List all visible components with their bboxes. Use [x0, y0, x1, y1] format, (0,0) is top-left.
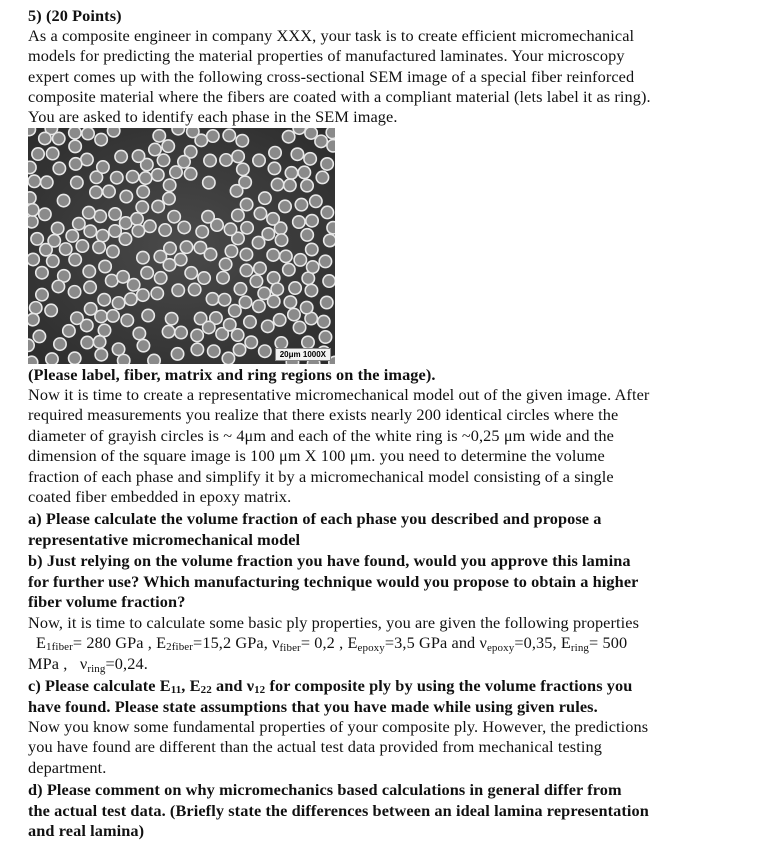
coated-fiber [259, 345, 271, 357]
coated-fiber [107, 245, 119, 257]
label-instruction: (Please label, fiber, matrix and ring regions on the image). [28, 365, 436, 384]
coated-fiber [254, 262, 266, 274]
body-line: dimension of the square image is 100 μm X 100 μm. you need to determine the volume [28, 446, 605, 465]
coated-fiber [232, 209, 244, 221]
coated-fiber [83, 265, 95, 277]
coated-fiber [39, 208, 51, 220]
coated-fiber [268, 162, 280, 174]
coated-fiber [98, 324, 110, 336]
coated-fiber [127, 279, 139, 291]
coated-fiber [94, 210, 106, 222]
coated-fiber [153, 130, 165, 142]
coated-fiber [318, 315, 330, 327]
question-points: (20 Points) [45, 6, 122, 25]
coated-fiber [305, 284, 317, 296]
coated-fiber [293, 321, 305, 333]
coated-fiber [99, 260, 111, 272]
coated-fiber [178, 221, 190, 233]
coated-fiber [191, 329, 203, 341]
coated-fiber [185, 267, 197, 279]
coated-fiber [93, 336, 105, 348]
coated-fiber [84, 281, 96, 293]
coated-fiber [237, 163, 249, 175]
coated-fiber [271, 178, 283, 190]
prop-e1: E1fiber= 280 GPa , [36, 633, 152, 653]
coated-fiber [168, 211, 180, 223]
coated-fiber [117, 354, 129, 364]
coated-fiber [162, 140, 174, 152]
followup-line: Now you know some fundamental properties of your composite ply. However, the predictions [28, 717, 649, 736]
coated-fiber [41, 176, 53, 188]
coated-fiber [224, 319, 236, 331]
coated-fiber [206, 293, 218, 305]
coated-fiber [48, 235, 60, 247]
sem-image [28, 128, 335, 364]
coated-fiber [267, 295, 279, 307]
coated-fiber [84, 303, 96, 315]
coated-fiber [244, 316, 256, 328]
coated-fiber [218, 293, 230, 305]
coated-fiber [170, 166, 182, 178]
coated-fiber [53, 162, 65, 174]
prop-e2: E2fiber=15,2 GPa, [156, 633, 268, 653]
coated-fiber [71, 176, 83, 188]
coated-fiber [125, 293, 137, 305]
coated-fiber [121, 314, 133, 326]
coated-fiber [284, 296, 296, 308]
coated-fiber [222, 352, 234, 364]
coated-fiber [239, 176, 251, 188]
coated-fiber [196, 225, 208, 237]
coated-fiber [198, 272, 210, 284]
coated-fiber [36, 288, 48, 300]
prop-e-epoxy: Eepoxy=3,5 GPa and [347, 633, 476, 654]
coated-fiber [28, 192, 36, 204]
coated-fiber [28, 215, 38, 227]
coated-fiber [69, 253, 81, 265]
coated-fiber [259, 192, 271, 204]
coated-fiber [326, 128, 335, 139]
coated-fiber [310, 195, 322, 207]
material-properties [36, 633, 627, 656]
coated-fiber [191, 343, 203, 355]
coated-fiber [28, 175, 40, 187]
coated-fiber [81, 336, 93, 348]
coated-fiber [28, 204, 39, 216]
coated-fiber [267, 213, 279, 225]
coated-fiber [316, 171, 328, 183]
coated-fiber [131, 213, 143, 225]
coated-fiber [321, 206, 333, 218]
coated-fiber [323, 275, 335, 287]
coated-fiber [171, 348, 183, 360]
coated-fiber [229, 305, 241, 317]
coated-fiber [33, 330, 45, 342]
coated-fiber [288, 308, 300, 320]
body-line: required measurements you realize that there exists nearly 200 identical circles where the [28, 405, 619, 424]
coated-fiber [219, 258, 231, 270]
question-b: b) Just relying on the volume fraction you have found, would you approve this lamina [28, 551, 631, 570]
coated-fiber [93, 241, 105, 253]
coated-fiber [220, 154, 232, 166]
question-header [28, 6, 122, 27]
coated-fiber [39, 132, 51, 144]
coated-fiber [204, 154, 216, 166]
coated-fiber [69, 158, 81, 170]
coated-fiber [137, 289, 149, 301]
coated-fiber [233, 344, 245, 356]
coated-fiber [112, 297, 124, 309]
coated-fiber [293, 128, 305, 134]
coated-fiber [282, 131, 294, 143]
intro-line: As a composite engineer in company XXX, your task is to create efficient micromechanical [28, 26, 635, 45]
question-b: for further use? Which manufacturing technique would you propose to obtain a higher [28, 572, 639, 591]
coated-fiber [298, 166, 310, 178]
coated-fiber [304, 153, 316, 165]
coated-fiber [120, 190, 132, 202]
coated-fiber [295, 198, 307, 210]
coated-fiber [73, 218, 85, 230]
coated-fiber [69, 140, 81, 152]
coated-fiber [204, 248, 216, 260]
coated-fiber [240, 248, 252, 260]
coated-fiber [132, 225, 144, 237]
coated-fiber [45, 304, 57, 316]
coated-fiber [90, 186, 102, 198]
question-d: and real lamina) [28, 821, 145, 840]
coated-fiber [109, 225, 121, 237]
coated-fiber [84, 225, 96, 237]
question-a: a) Please calculate the volume fraction of each phase you described and propose a [28, 509, 602, 528]
coated-fiber [141, 267, 153, 279]
coated-fiber [28, 253, 39, 265]
coated-fiber [262, 320, 274, 332]
prop-nu-epoxy: νepoxy=0,35, [479, 633, 557, 654]
prop-nu-ring: νring=0,24. [79, 654, 148, 675]
coated-fiber [306, 215, 318, 227]
coated-fiber [60, 243, 72, 255]
coated-fiber [119, 233, 131, 245]
coated-fiber [267, 272, 279, 284]
coated-fiber [115, 150, 127, 162]
intro-line: expert comes up with the following cross-sectional SEM image of a special fiber reinforced [28, 67, 635, 86]
coated-fiber [225, 245, 237, 257]
coated-fiber [307, 261, 319, 273]
coated-fiber [208, 345, 220, 357]
coated-fiber [109, 208, 121, 220]
coated-fiber [139, 172, 151, 184]
coated-fiber [294, 254, 306, 266]
coated-fiber [267, 249, 279, 261]
coated-fiber [289, 282, 301, 294]
scale-bar-label: 20μm 1000X [275, 348, 331, 361]
coated-fiber [245, 336, 257, 348]
intro-line: composite material where the fibers are coated with a compliant material (lets label it as ring). [28, 87, 651, 106]
coated-fiber [306, 243, 318, 255]
coated-fiber [284, 179, 296, 191]
coated-fiber [188, 283, 200, 295]
coated-fiber [31, 233, 43, 245]
coated-fiber [280, 250, 292, 262]
coated-fiber [132, 150, 144, 162]
coated-fiber [159, 224, 171, 236]
question-c: have found. Please state assumptions that you have made while using given rules. [28, 697, 598, 716]
coated-fiber [187, 128, 199, 138]
coated-fiber [285, 167, 297, 179]
coated-fiber [97, 161, 109, 173]
coated-fiber [54, 338, 66, 350]
coated-fiber [324, 234, 335, 246]
prop-nu-fiber: νfiber= 0,2 , [272, 633, 344, 654]
coated-fiber [82, 128, 94, 140]
coated-fiber [28, 161, 36, 173]
coated-fiber [28, 339, 34, 351]
properties-intro: Now, it is time to calculate some basic ply properties, you are given the following properties [28, 613, 640, 632]
coated-fiber [66, 230, 78, 242]
coated-fiber [203, 176, 215, 188]
coated-fiber [207, 130, 219, 142]
coated-fiber [293, 216, 305, 228]
coated-fiber [163, 179, 175, 191]
prop-e-ring: Ering= 500 [560, 633, 628, 654]
coated-fiber [63, 325, 75, 337]
coated-fiber [112, 343, 124, 355]
coated-fiber [271, 283, 283, 295]
coated-fiber [144, 220, 156, 232]
body-line: diameter of grayish circles is ~ 4μm and each of the white ring is ~0,25 μm wide and the [28, 426, 614, 445]
coated-fiber [52, 280, 64, 292]
coated-fiber [273, 314, 285, 326]
coated-fiber [136, 201, 148, 213]
coated-fiber [302, 336, 314, 348]
coated-fiber [253, 154, 265, 166]
coated-fiber [46, 147, 58, 159]
coated-fiber [46, 353, 58, 364]
question-d: d) Please comment on why micromechanics based calculations in general differ from [28, 780, 622, 799]
coated-fiber [152, 169, 164, 181]
body-line: coated fiber embedded in epoxy matrix. [28, 487, 292, 506]
coated-fiber [95, 349, 107, 361]
coated-fiber [315, 135, 327, 147]
coated-fiber [319, 255, 331, 267]
body-line: Now it is time to create a representative micromechanical model out of the given image. After [28, 385, 650, 404]
coated-fiber [202, 211, 214, 223]
coated-fiber [275, 234, 287, 246]
followup-line: department. [28, 758, 107, 777]
coated-fiber [239, 296, 251, 308]
question-number: 5) [28, 6, 42, 25]
coated-fiber [224, 223, 236, 235]
coated-fiber [57, 194, 69, 206]
coated-fiber [32, 148, 44, 160]
coated-fiber [96, 230, 108, 242]
coated-fiber [154, 272, 166, 284]
coated-fiber [262, 228, 274, 240]
coated-fiber [319, 331, 331, 343]
coated-fiber [71, 312, 83, 324]
intro-line: models for predicting the material properties of manufactured laminates. Your microscopy [28, 46, 625, 65]
coated-fiber [203, 321, 215, 333]
coated-fiber [172, 128, 184, 135]
coated-fiber [28, 313, 39, 325]
coated-fiber [164, 242, 176, 254]
coated-fiber [47, 255, 59, 267]
coated-fiber [107, 310, 119, 322]
coated-fiber [172, 284, 184, 296]
coated-fiber [157, 154, 169, 166]
coated-fiber [142, 309, 154, 321]
coated-fiber [103, 185, 115, 197]
coated-fiber [321, 296, 333, 308]
coated-fiber [250, 275, 262, 287]
coated-fiber [95, 133, 107, 145]
coated-fiber [236, 135, 248, 147]
coated-fiber [151, 287, 163, 299]
coated-fiber [232, 150, 244, 162]
coated-fiber [240, 264, 252, 276]
coated-fiber [240, 198, 252, 210]
coated-fiber [28, 356, 38, 364]
coated-fiber [217, 272, 229, 284]
question-b: fiber volume fraction? [28, 592, 186, 611]
coated-fiber [178, 156, 190, 168]
coated-fiber [162, 325, 174, 337]
coated-fiber [117, 271, 129, 283]
coated-fiber [327, 222, 335, 234]
coated-fiber [137, 251, 149, 263]
sem-fiber-pattern [28, 128, 335, 364]
coated-fiber [152, 200, 164, 212]
question-d: the actual test data. (Briefly state the differences between an ideal lamina representation [28, 801, 649, 820]
coated-fiber [163, 259, 175, 271]
coated-fiber [137, 339, 149, 351]
coated-fiber [184, 168, 196, 180]
coated-fiber [30, 302, 42, 314]
question-a: representative micromechanical model [28, 530, 301, 549]
coated-fiber [98, 294, 110, 306]
coated-fiber [254, 207, 266, 219]
coated-fiber [241, 222, 253, 234]
question-c: c) Please calculate E11, E22 and ν12 for composite ply by using the volume fractions you [28, 676, 633, 696]
coated-fiber [301, 179, 313, 191]
coated-fiber [69, 352, 81, 364]
coated-fiber [269, 146, 281, 158]
coated-fiber [149, 143, 161, 155]
coated-fiber [148, 354, 160, 364]
coated-fiber [133, 327, 145, 339]
material-properties-cont [28, 654, 148, 677]
coated-fiber [279, 200, 291, 212]
coated-fiber [53, 132, 65, 144]
coated-fiber [301, 229, 313, 241]
coated-fiber [163, 192, 175, 204]
coated-fiber [107, 128, 119, 137]
coated-fiber [137, 186, 149, 198]
prop-unit: MPa , [28, 654, 68, 673]
followup-line: you have found are different than the actual test data provided from mechanical testing [28, 737, 602, 756]
coated-fiber [111, 171, 123, 183]
coated-fiber [51, 222, 63, 234]
coated-fiber [253, 300, 265, 312]
coated-fiber [321, 158, 333, 170]
coated-fiber [223, 129, 235, 141]
coated-fiber [283, 263, 295, 275]
body-line: fraction of each phase and simplify it by a micromechanical model consisting of a single [28, 467, 614, 486]
coated-fiber [76, 240, 88, 252]
coated-fiber [180, 241, 192, 253]
coated-fiber [234, 283, 246, 295]
coated-fiber [291, 148, 303, 160]
coated-fiber [126, 170, 138, 182]
coated-fiber [36, 267, 48, 279]
coated-fiber [165, 313, 177, 325]
intro-line: You are asked to identify each phase in the SEM image. [28, 107, 398, 126]
coated-fiber [83, 206, 95, 218]
coated-fiber [68, 286, 80, 298]
coated-fiber [300, 301, 312, 313]
coated-fiber [69, 128, 81, 139]
coated-fiber [175, 326, 187, 338]
